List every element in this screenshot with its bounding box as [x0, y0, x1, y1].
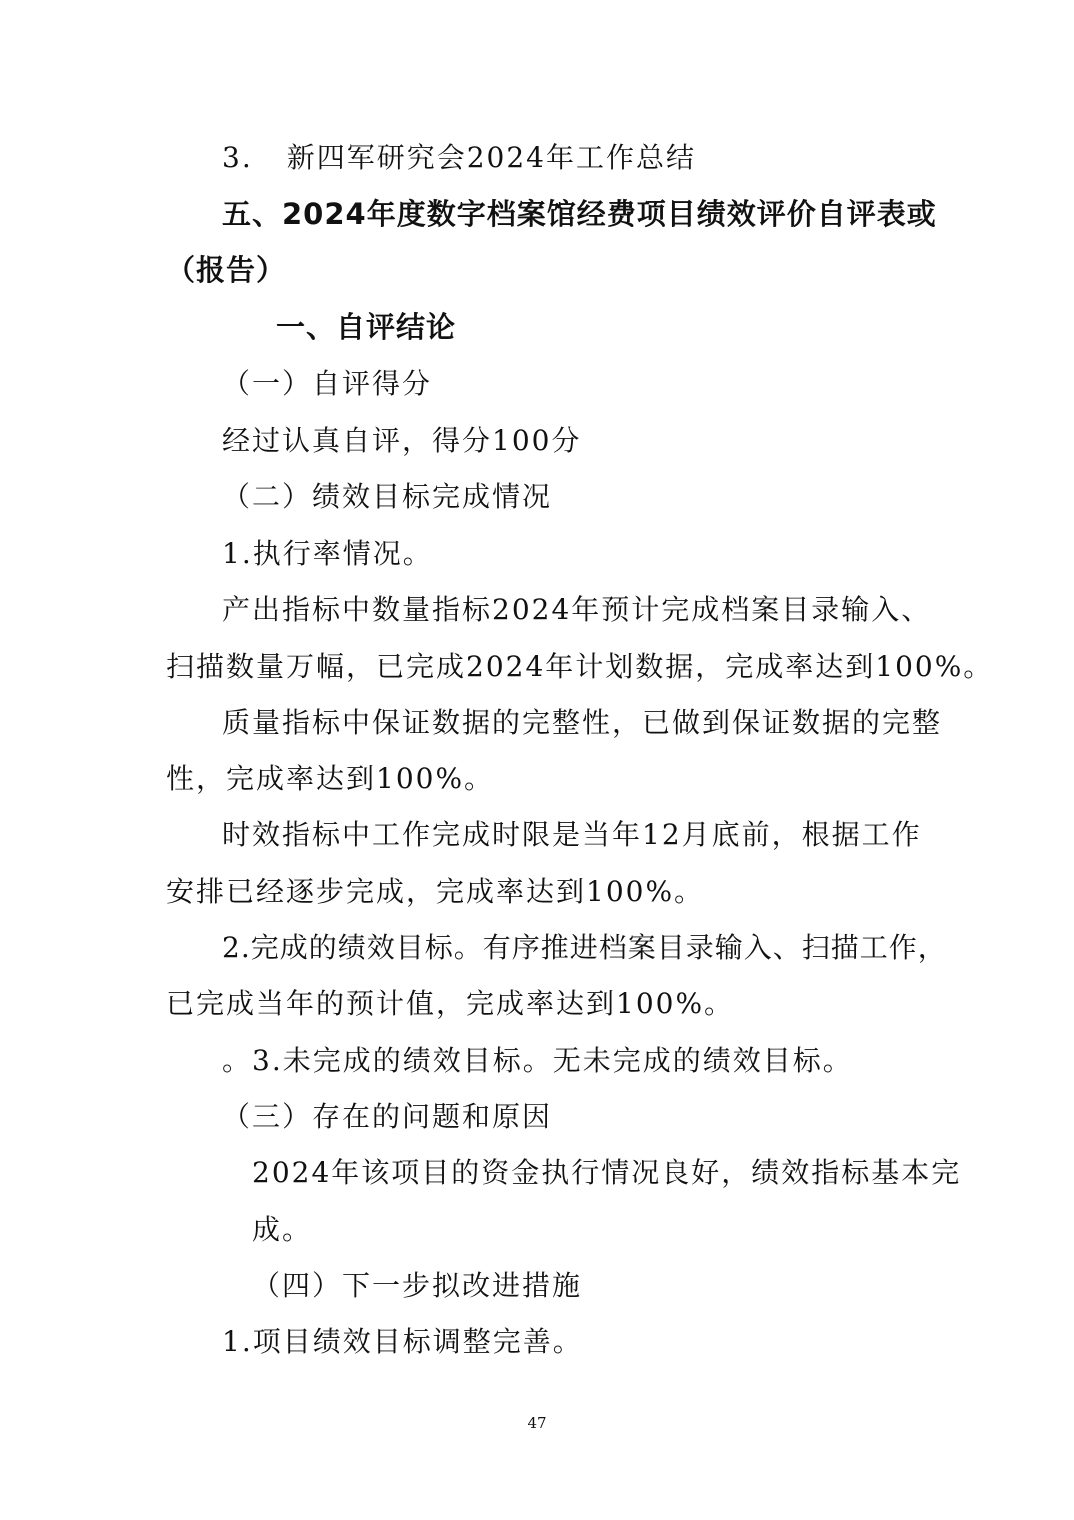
self-score-title: （一）自评得分 — [222, 367, 433, 400]
self-score-body: 经过认真自评，得分100分 — [222, 424, 582, 457]
quality-indicator-line2: 性，完成率达到100%。 — [166, 762, 495, 795]
completed-goals-line1: 2.完成的绩效目标。有序推进档案目录输入、扫描工作， — [222, 931, 947, 964]
part-one-title: 一、自评结论 — [276, 310, 457, 344]
uncompleted-goals: 。3.未完成的绩效目标。无未完成的绩效目标。 — [222, 1044, 853, 1077]
list-item-3 — [222, 138, 696, 178]
problems-line2: 成。 — [252, 1213, 313, 1246]
improvement-title: （四）下一步拟改进措施 — [252, 1269, 583, 1302]
timeliness-indicator-line2: 安排已经逐步完成，完成率达到100%。 — [166, 875, 705, 908]
problems-title: （三）存在的问题和原因 — [222, 1100, 553, 1133]
page-number: 47 — [527, 1414, 547, 1432]
problems-line1: 2024年该项目的资金执行情况良好，绩效指标基本完 — [252, 1156, 962, 1189]
execution-rate-title: 1.执行率情况。 — [222, 537, 433, 570]
section-five-title-line2: （报告） — [166, 253, 287, 287]
list-item-3-number: 3. — [222, 141, 253, 174]
quantity-indicator-line2: 扫描数量万幅，已完成2024年计划数据，完成率达到100%。 — [166, 650, 994, 683]
timeliness-indicator-line1: 时效指标中工作完成时限是当年12月底前，根据工作 — [222, 818, 922, 851]
goal-completion-title: （二）绩效目标完成情况 — [222, 480, 553, 513]
improvement-item1: 1.项目绩效目标调整完善。 — [222, 1325, 583, 1358]
completed-goals-line2: 已完成当年的预计值，完成率达到100%。 — [166, 987, 735, 1020]
section-five-title-line1: 五、2024年度数字档案馆经费项目绩效评价自评表或 — [222, 197, 937, 231]
quantity-indicator-line1: 产出指标中数量指标2024年预计完成档案目录输入、 — [222, 593, 932, 626]
quality-indicator-line1: 质量指标中保证数据的完整性，已做到保证数据的完整 — [222, 706, 943, 739]
list-item-3-text: 新四军研究会2024年工作总结 — [286, 141, 696, 174]
